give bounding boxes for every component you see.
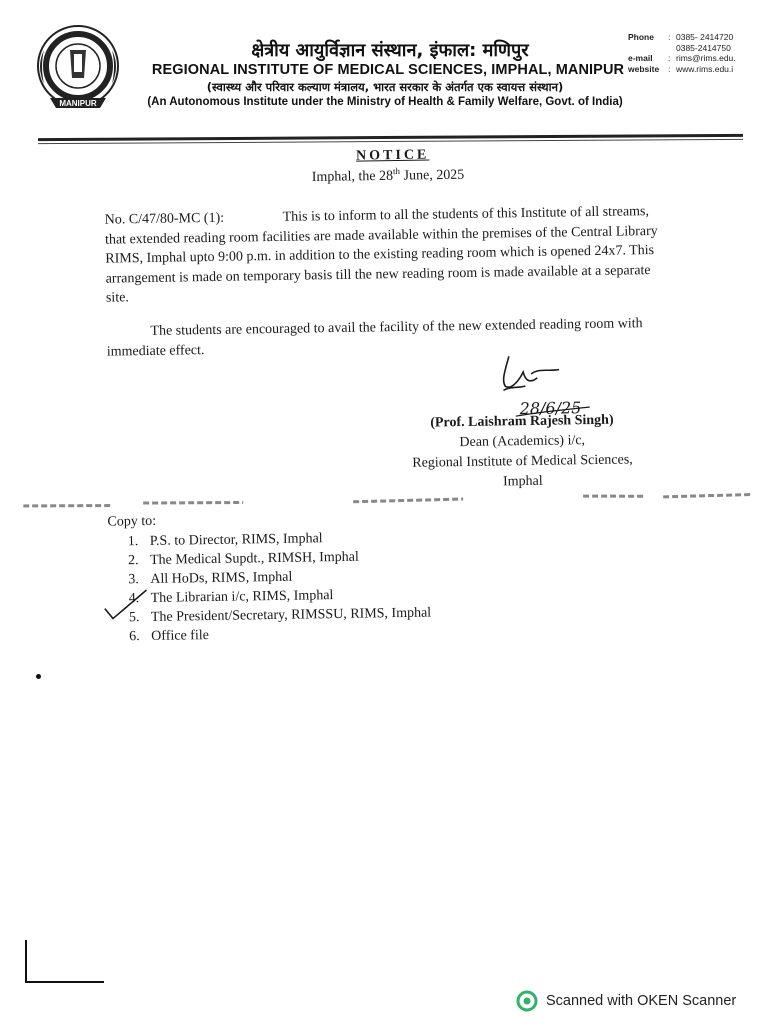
svg-text:28/6/25: 28/6/25 (519, 398, 582, 419)
hindi-institute-title: क्षेत्रीय आयुर्विज्ञान संस्थान, इंफाल: मणिपुर (251, 40, 529, 61)
signatory-place: Imphal (502, 473, 543, 490)
list-item: 2. The Medical Supdt., RIMSH, Imphal (127, 549, 359, 569)
scanner-watermark (516, 990, 736, 1012)
list-item: 5. The President/Secretary, RIMSSU, RIMS, Imphal (128, 605, 432, 626)
contact-row: 0385-2414750 (676, 42, 731, 53)
list-item: 4. The Librarian i/c, RIMS, Imphal (128, 588, 334, 607)
reference-number: No. C/47/80-MC (1): (104, 210, 225, 228)
list-item: 3. All HoDs, RIMS, Imphal (128, 569, 293, 588)
signatory-institute: Regional Institute of Medical Sciences, (412, 452, 633, 471)
contact-row: website : www.rims.edu.i (628, 63, 734, 74)
signatory-block (392, 410, 653, 494)
copy-to-heading: Copy to: (107, 513, 157, 530)
list-item: 1. P.S. to Director, RIMS, Imphal (127, 531, 323, 550)
scan-corner-mark (24, 940, 104, 984)
handwritten-tick-icon (100, 586, 151, 623)
contact-row: Phone : 0385- 2414720 (628, 32, 734, 42)
hindi-subtitle: (स्वास्थ्य और परिवार कल्याण मंत्रालय, भारत सरकार के अंतर्गत एक स्वायत्त संस्थान) (206, 80, 564, 94)
list-item: 6. Office file (129, 628, 210, 645)
notice-title: NOTICE (355, 147, 430, 164)
scan-smudge (23, 486, 753, 513)
notice-paragraph-1: No. C/47/80-MC (1): This is to inform to all the students of this Institute of all streams, that extended reading room facilities are made available within the premises of the Central Library RIMS, Imphal upto 9:00 p.m. in addition to the existing reading room which is opened 24x7. This arrangement is made on temporary basis till the new reading room is made available at a separate site. (104, 204, 658, 306)
notice-date: Imphal, the 28th June, 2025 (311, 165, 465, 186)
copy-list (128, 528, 432, 647)
notice-paragraph-2: The students are encouraged to avail the facility of the new extended reading room with immediate effect. (106, 316, 643, 360)
scanner-logo-icon (516, 990, 538, 1012)
contact-row: e-mail : rims@rims.edu. (628, 53, 736, 63)
scan-dot (36, 674, 41, 679)
svg-text:MANIPUR: MANIPUR (59, 99, 97, 108)
scanner-text: Scanned with OKEN Scanner (546, 993, 737, 1009)
english-subtitle: (An Autonomous Institute under the Ministry of Health & Family Welfare, Govt. of India) (147, 96, 623, 108)
handwritten-signature (479, 349, 600, 421)
english-institute-title: REGIONAL INSTITUTE OF MEDICAL SCIENCES, IMPHAL, MANIPUR (151, 62, 625, 78)
signatory-name: (Prof. Laishram Rajesh Singh) (430, 412, 614, 431)
signatory-designation: Dean (Academics) i/c, (459, 433, 586, 451)
